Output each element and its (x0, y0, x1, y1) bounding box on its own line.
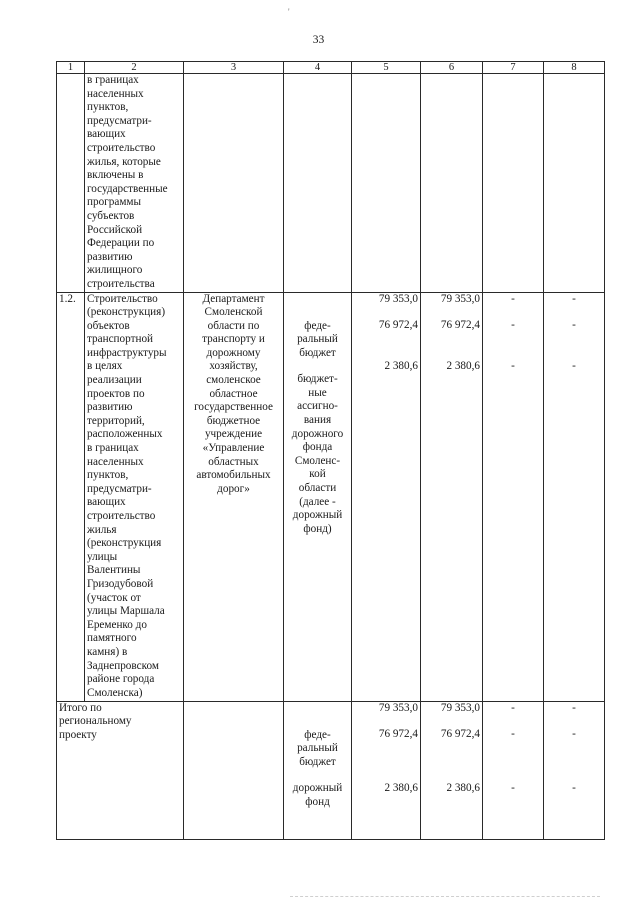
activity-name-line: строительство (87, 141, 156, 154)
executor-cell (184, 701, 284, 839)
source-regional-line: фонд) (303, 522, 332, 535)
amount-total: 79 353,0 (440, 292, 480, 305)
activity-name-line: включены в (87, 169, 144, 182)
dash-value: - (511, 781, 515, 794)
amount-cell (421, 74, 483, 293)
source-regional-line: вания (303, 414, 332, 427)
source-regional-line: Смоленс- (294, 454, 341, 467)
activity-name-line: жилищного (87, 264, 143, 277)
activity-name-line: в границах (87, 442, 139, 455)
funding-source-cell (284, 701, 352, 839)
source-federal-line: ральный (297, 333, 338, 346)
amount-cell (352, 292, 421, 701)
activity-name-line: (реконструкция (87, 537, 162, 550)
amount-federal: 76 972,4 (440, 319, 480, 332)
continued-row (57, 74, 605, 293)
row-number-cell (57, 74, 85, 293)
activity-name-line: населенных (87, 87, 144, 100)
activity-name-line: Гризодубовой (87, 577, 154, 590)
amount-cell (544, 292, 605, 701)
activity-name-line: в границах (87, 74, 139, 86)
column-number: 3 (184, 62, 284, 74)
row-number-cell: 1.2. (57, 292, 85, 701)
executor-line: государственное (194, 401, 273, 414)
amount-total: 79 353,0 (378, 292, 418, 305)
executor-line: дорожному (206, 346, 261, 359)
amount-cell (483, 292, 544, 701)
amount-total: 79 353,0 (440, 701, 480, 714)
activity-name-line: Российской (87, 223, 143, 236)
activity-name-line: жилья, которые (87, 155, 161, 168)
executor-line: смоленское (206, 374, 261, 387)
column-number: 6 (421, 62, 483, 74)
activity-name-line: предусматри- (87, 114, 152, 127)
source-regional-line: бюджет- (297, 373, 338, 386)
amount-federal: 76 972,4 (378, 728, 418, 741)
executor-line: транспорту и (202, 333, 265, 346)
source-regional-line: фонд (305, 795, 330, 808)
activity-name-line: территорий, (87, 414, 145, 427)
amount-federal: 76 972,4 (440, 728, 480, 741)
activity-name-line: строительство (87, 510, 156, 522)
activity-name-line: пунктов, (87, 469, 129, 482)
column-number: 1 (57, 62, 85, 74)
column-number: 5 (352, 62, 421, 74)
executor-line: автомобильных (196, 469, 271, 482)
amount-cell (352, 701, 421, 839)
activity-name-line: строительства (87, 277, 155, 290)
executor-line: дорог» (217, 482, 250, 495)
amount-total: 79 353,0 (378, 701, 418, 714)
executor-line: области по (207, 319, 260, 332)
dash-value: - (511, 359, 515, 372)
activity-name-line: Заднепровском (87, 659, 159, 672)
source-regional-line: кой (309, 468, 326, 481)
activity-name-line: Смоленска) (87, 686, 143, 699)
executor-line: учреждение (204, 428, 263, 441)
activity-name-line: (реконструкция) (87, 306, 166, 319)
dash-value: - (572, 701, 576, 714)
source-regional-line: дорожный (292, 509, 343, 522)
executor-cell (184, 74, 284, 293)
dash-value: - (572, 292, 576, 305)
activity-name-line: реализации (87, 374, 142, 387)
column-number-row (57, 62, 605, 74)
activity-name-line: населенных (87, 455, 144, 468)
amount-cell (483, 701, 544, 839)
activity-name-line: Строительство (87, 292, 158, 305)
amount-regional: 2 380,6 (384, 781, 418, 794)
dash-value: - (572, 359, 576, 372)
executor-line: «Управление (202, 442, 265, 455)
dash-value: - (511, 701, 515, 714)
corner-mark: ' (288, 7, 290, 17)
amount-regional: 2 380,6 (384, 359, 418, 372)
activity-name-line: Валентины (87, 564, 141, 577)
activity-name-line: развитию (87, 401, 133, 414)
amount-federal: 76 972,4 (378, 319, 418, 332)
executor-line: областное (209, 387, 258, 400)
activity-name-line: Федерации по (87, 237, 155, 250)
column-number: 8 (544, 62, 605, 74)
activity-name-line: (участок от (87, 591, 141, 604)
amount-regional: 2 380,6 (446, 359, 480, 372)
dash-value: - (572, 728, 576, 741)
source-regional-line: ные (308, 386, 327, 399)
activity-name-line: расположенных (87, 428, 163, 441)
source-regional-line: ассигно- (297, 400, 338, 413)
source-regional-line: дорожного (291, 427, 344, 440)
amount-regional: 2 380,6 (446, 781, 480, 794)
executor-cell (184, 292, 284, 701)
activity-name-line: проектов по (87, 387, 145, 400)
column-number: 4 (284, 62, 352, 74)
activity-name-line: развитию (87, 250, 133, 263)
activity-name-line: вающих (87, 128, 126, 141)
activity-name-line: объектов (87, 319, 130, 332)
budget-table (56, 61, 605, 840)
dash-value: - (511, 728, 515, 741)
source-federal-line: феде- (304, 728, 331, 741)
source-regional-line: области (298, 482, 337, 495)
amount-cell (544, 701, 605, 839)
source-federal-line: феде- (304, 319, 331, 332)
activity-name-line: пунктов, (87, 101, 129, 114)
activity-name-line: вающих (87, 496, 126, 509)
activity-name-cell (85, 292, 184, 701)
page-number: 33 (312, 34, 325, 46)
activity-name-line: транспортной (87, 333, 154, 346)
activity-name-line: программы (87, 196, 141, 209)
activity-name-line: улицы (87, 550, 118, 563)
amount-cell (352, 74, 421, 293)
amount-cell (483, 74, 544, 293)
source-regional-line: (далее - (299, 495, 336, 508)
executor-line: хозяйству, (209, 360, 258, 373)
activity-name-line: государственные (87, 182, 168, 195)
activity-name-cell (85, 74, 184, 293)
executor-line: Смоленской (204, 306, 263, 319)
amount-cell (544, 74, 605, 293)
total-label: Итого по региональному проекту (57, 701, 184, 839)
activity-name-line: инфраструктуры (87, 346, 167, 359)
dash-value: - (511, 319, 515, 332)
executor-line: Департамент (202, 292, 265, 305)
source-federal-line: бюджет (299, 755, 336, 768)
source-regional-line: дорожный (292, 782, 343, 795)
activity-name-line: памятного (87, 632, 137, 645)
executor-line: областных (208, 455, 259, 468)
activity-name-line: жилья (87, 523, 117, 536)
activity-name-line: в целях (87, 360, 123, 373)
funding-source-cell (284, 74, 352, 293)
source-federal-line: ральный (297, 742, 338, 755)
total-row (57, 701, 605, 839)
funding-source-cell (284, 292, 352, 701)
row-1-2 (57, 292, 605, 701)
source-regional-line: фонда (302, 441, 333, 454)
source-federal-line: бюджет (299, 346, 336, 359)
executor-line: бюджетное (206, 414, 261, 427)
amount-cell (421, 701, 483, 839)
dash-value: - (511, 292, 515, 305)
column-number: 7 (483, 62, 544, 74)
scan-edge-line (290, 896, 600, 898)
amount-cell (421, 292, 483, 701)
activity-name-line: районе города (87, 673, 155, 686)
activity-name-line: предусматри- (87, 482, 152, 495)
activity-name-line: субъектов (87, 209, 135, 222)
activity-name-line: камня) в (87, 645, 128, 658)
dash-value: - (572, 319, 576, 332)
activity-name-line: улицы Маршала (87, 605, 165, 618)
dash-value: - (572, 781, 576, 794)
activity-name-line: Еременко до (87, 618, 147, 631)
column-number: 2 (85, 62, 184, 74)
